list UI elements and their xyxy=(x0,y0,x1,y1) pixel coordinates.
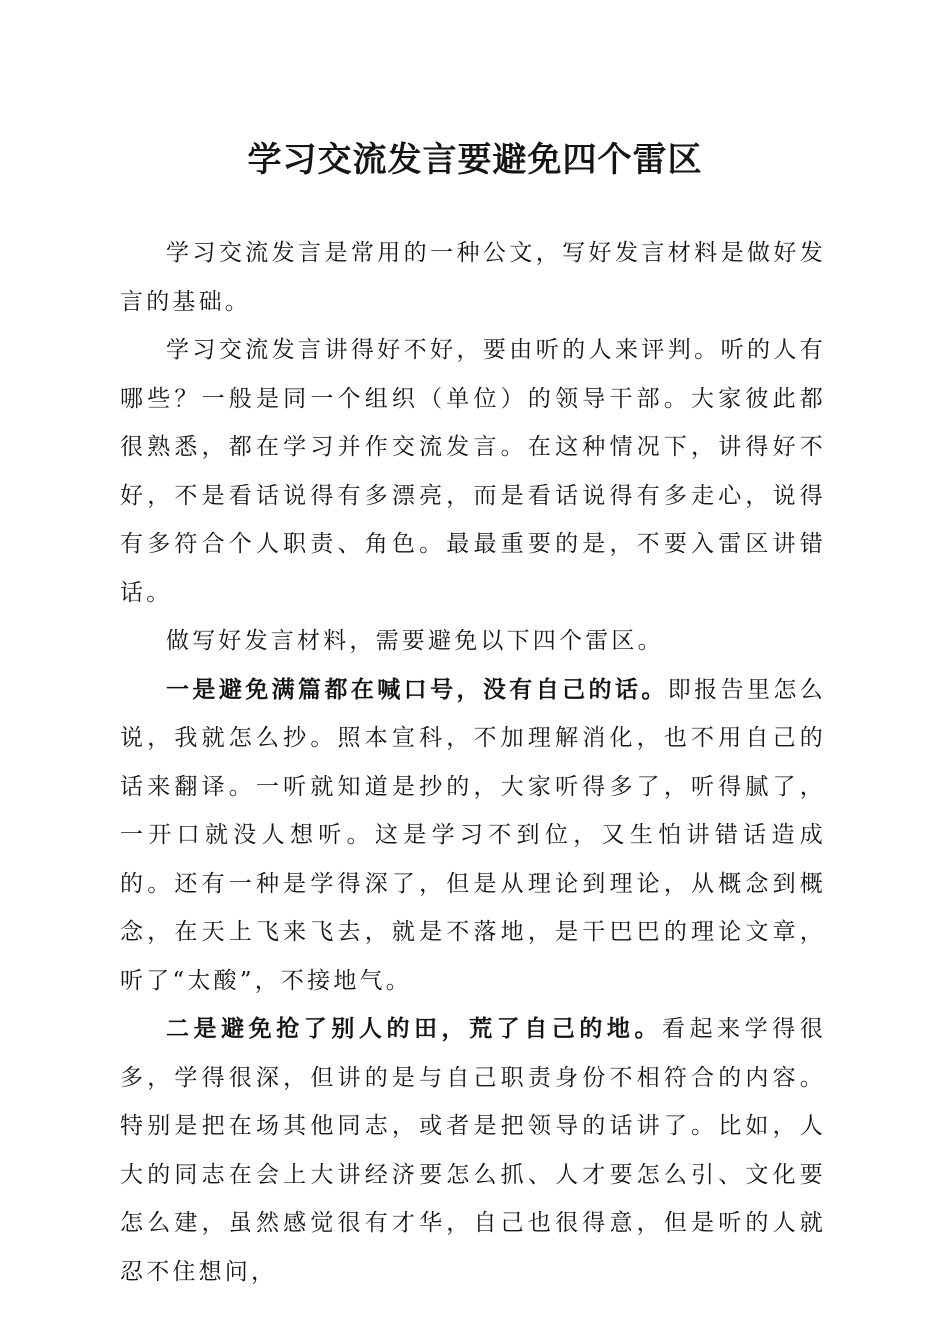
paragraph-lead: 一是避免满篇都在喊口号，没有自己的话。 xyxy=(166,675,668,703)
document-body xyxy=(120,229,826,1296)
paragraph-text: 即报告里怎么说，我就怎么抄。照本宣科，不加理解消化，也不用自己的话来翻译。一听就知道是抄的，大家听得多了，听得腻了，一开口就没人想听。这是学习不到位，又生怕讲错话造成的。还有一种是学得深了，但是从理论到理论，从概念到概念，在天上飞来飞去，就是不落地，是干巴巴的理论文章，听了“太酸”，不接地气。 xyxy=(120,676,826,994)
paragraph-intro xyxy=(120,229,826,326)
paragraph-text: 看起来学得很多，学得很深，但讲的是与自己职责身份不相符合的内容。特别是把在场其他同志，或者是把领导的话讲了。比如，人大的同志在会上大讲经济要怎么抓、人才要怎么引、文化要怎么建，虽然感觉很有才华，自己也很得意，但是听的人就忍不住想问， xyxy=(120,1016,826,1285)
document-title: 学习交流发言要避免四个雷区 xyxy=(247,140,703,180)
paragraph-evaluation xyxy=(120,326,826,617)
paragraph-text: 学习交流发言讲得好不好，要由听的人来评判。听的人有哪些？一般是同一个组织（单位）的领导干部。大家彼此都很熟悉，都在学习并作交流发言。在这种情况下，讲得好不好，不是看话说得有多漂亮，而是看话说得有多走心，说得有多符合个人职责、角色。最最重要的是，不要入雷区讲错话。 xyxy=(120,337,826,606)
paragraph-point-one xyxy=(120,666,826,1006)
paragraph-four-minefields xyxy=(120,617,826,666)
paragraph-point-two xyxy=(120,1005,826,1296)
paragraph-text: 做写好发言材料，需要避免以下四个雷区。 xyxy=(166,628,664,654)
paragraph-lead: 二是避免抢了别人的田，荒了自己的地。 xyxy=(166,1015,663,1042)
paragraph-text: 学习交流发言是常用的一种公文，写好发言材料是做好发言的基础。 xyxy=(120,240,826,315)
